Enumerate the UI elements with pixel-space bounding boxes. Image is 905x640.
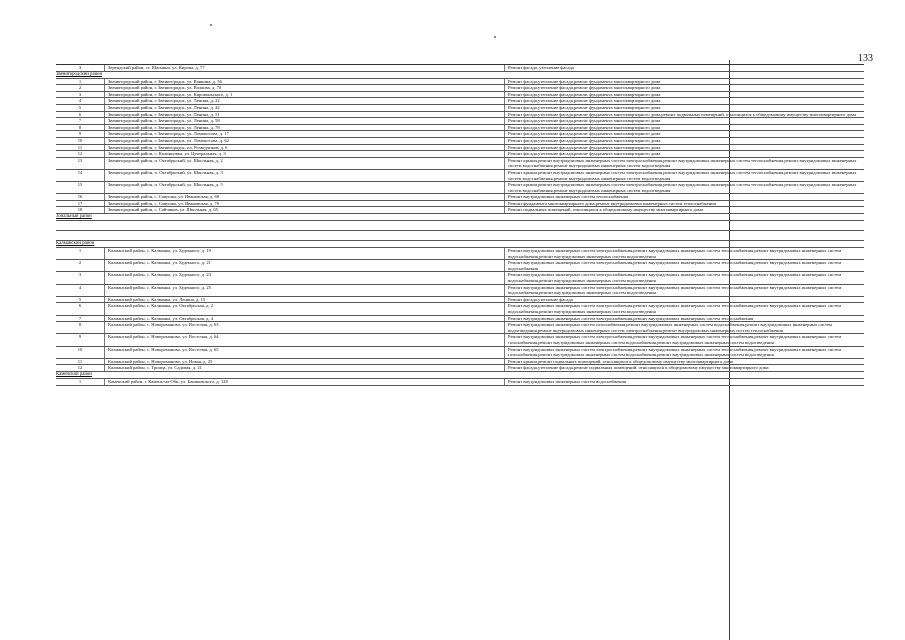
empty-row <box>56 221 864 231</box>
table-row <box>56 131 864 138</box>
row-address: Звенигородский район, п. Октябрьский, ул. Школьная, д. 2 <box>105 158 505 169</box>
row-address: Звенигородский район, г. Звенигородск, ул. Ленина, д. 58 <box>105 118 505 124</box>
row-number: 3 <box>56 272 105 283</box>
row-address: Калманский район, с. Калманка, ул. Буденного, д. 19 <box>105 248 505 259</box>
district-heading <box>56 372 864 379</box>
row-work: Ремонт фасада,утепление фасада,ремонт фундамента многоквартирного дома,ремонт подвальных помещений, относящихся к общедомовому имуществу многоквартирного дома <box>508 111 857 117</box>
row-work: Ремонт внутридомовых инженерных систем электроснабжения,ремонт внутридомовых инженерных систем теплоснабжения <box>508 315 754 321</box>
empty-row <box>56 231 864 241</box>
row-work: Ремонт фасада,утепление фасада,ремонт фундамента многоквартирного дома <box>508 104 661 110</box>
row-address: Звенигородский район, г. Звенигородск, пл. Розведчиков, д. 6 <box>105 145 505 151</box>
row-address: Звенигородский район, п. Октябрьский, ул. Школьная, д. 3 <box>105 170 505 181</box>
table-row <box>56 98 864 105</box>
row-address: Калманский район, с. Калманка, ул. Ленина, д. 15 <box>105 297 505 303</box>
page-number: 133 <box>858 53 873 64</box>
row-number: 11 <box>56 359 105 365</box>
row-number: 1 <box>56 379 105 385</box>
table-row <box>56 260 864 272</box>
scan-speck <box>494 36 496 38</box>
row-work: Ремонт фасада,утепление фасада,ремонт фундамента многоквартирного дома <box>508 85 661 91</box>
row-number: 9 <box>56 131 105 137</box>
row-address: Калманский район, с. Новоромановo, ул. Восточая, д. 65 <box>105 347 505 358</box>
table-row <box>56 322 864 334</box>
row-work: Ремонт внутридомовых инженерных систем электроснабжения,ремонт внутридомовых инженерных систем теплоснабжения,ремонт внутридомовых инженерных систем водоснабжения,ремонт внутридомовых инженерных систем водоотведения <box>508 272 842 284</box>
row-work: Ремонт фасада,утепление фасада <box>508 296 573 302</box>
table-row <box>56 151 864 158</box>
table-row <box>56 207 864 214</box>
table-row <box>56 194 864 201</box>
district-heading <box>56 241 864 248</box>
table-row <box>56 379 864 386</box>
row-work: Ремонт внутридомовых инженерных систем электроснабжения,ремонт внутридомовых инженерных систем теплоснабжения,ремонт внутридомовых инженерных систем водоснабжения,ремонт внутридомовых инженерных систем водоотведения <box>508 303 842 314</box>
row-address: Звенигородский район, с. Савушка, ул. Ивановская, д. 70 <box>105 201 505 207</box>
row-work: Ремонт внутридомовых инженерных систем электроснабжения,ремонт внутридомовых инженерных систем теплоснабжения,ремонт внутридомовых инженерных систем газоснабжения,ремонт внутридомовых инженерных систем водоснабжения,ремонт внутридомовых инженерных систем водоотведения <box>508 346 842 358</box>
row-address: Звенигородский район, г. Звенигородск, ул. Ленина, д. 42 <box>105 105 505 111</box>
row-address: Звенигородский район, г. Звенигородск, ул. Кировоньского, д. 1 <box>105 92 505 98</box>
row-number: 12 <box>56 151 105 157</box>
row-number: 7 <box>56 118 105 124</box>
row-number: 8 <box>56 125 105 131</box>
row-address: Звенигородский район, г. Звенигородск, ул. Волкова, д. 70 <box>105 85 505 91</box>
row-number: 6 <box>56 112 105 118</box>
row-work: Ремонт крыши,ремонт подвальных помещений, относящихся к общедомовому имуществу многоквартирного дома <box>508 358 733 364</box>
row-address: Звенигородский район, с. Савушка, ул. Ивановская, д. 68 <box>105 194 505 200</box>
row-address: Калманский район, с. Новоромановo, ул. Новая, д. 25 <box>105 359 505 365</box>
row-work: Ремонт фасада,утепление фасада,ремонт фундамента многоквартирного дома <box>508 91 661 97</box>
row-work: Ремонт фасада,утепление фасада,ремонт фундамента многоквартирного дома <box>508 78 661 84</box>
table-row <box>56 92 864 99</box>
table-row <box>56 359 864 366</box>
table-row <box>56 272 864 284</box>
row-number: 1 <box>56 79 105 85</box>
row-address: Звенигородский район, г. Звенигородск, ул. Ломоносова, д. 62 <box>105 138 505 144</box>
table-row <box>56 112 864 119</box>
district-title: Зональный район <box>56 214 92 220</box>
row-number: 4 <box>56 285 105 296</box>
row-number: 17 <box>56 201 105 207</box>
row-work: Ремонт внутридомовых инженерных систем водоснабжения <box>508 378 627 384</box>
row-number: 18 <box>56 207 105 213</box>
row-number: 7 <box>56 316 105 322</box>
row-number: 15 <box>56 182 105 193</box>
row-work: Ремонт внутридомовых инженерных систем электроснабжения,ремонт внутридомовых инженерных систем теплоснабжения,ремонт внутридомовых инженерных систем водоснабжения,ремонт внутридомовых инженерных систем водоотведения <box>508 248 842 259</box>
row-work: Ремонт фасада,утепление фасада,ремонт фундамента многоквартирного дома <box>508 137 661 143</box>
district-heading <box>56 72 864 79</box>
row-work: Ремонт фасада,утепление фасада,ремонт фундамента многоквартирного дома <box>508 98 661 104</box>
row-number: 5 <box>56 297 105 303</box>
row-address: Звенигородский район, с. Сайчиков, ул. Школьная, д. 65 <box>105 207 505 213</box>
row-address: Звенигородский район, г. Звенигородск, ул. Ленина, д. 78 <box>105 125 505 131</box>
row-number: 10 <box>56 138 105 144</box>
row-work: Ремонт фасада, утепление фасада <box>508 65 574 70</box>
row-work: Ремонт крыши,ремонт внутридомовых инженерных систем электроснабжения,ремонт внутридомовых инженерных систем теплоснабжения,ремонт внутридомовых инженерных систем водоснабжения,ремонт внутридомовых инженерных систем водоотведения <box>508 182 857 193</box>
row-number: 4 <box>56 98 105 104</box>
row-work: Ремонт внутридомовых инженерных систем теплоснабжения <box>508 194 629 200</box>
row-work: Ремонт фасада,утепление фасада,ремонт фундамента многоквартирного дома <box>508 144 661 150</box>
district-title: Звенигородский район <box>56 71 103 77</box>
row-number: 12 <box>56 365 105 371</box>
row-address: Звенигородский район, п. Октябрьский, ул. Школьная, д. 5 <box>105 182 505 193</box>
row-address: Звенигородский район, г. Звенигородск, ул. Ленина, д. 22 <box>105 98 505 104</box>
row-work: Ремонт фундамента многоквартирного дома,ремонт внутридомовых инженерных систем теплоснабжения <box>508 200 716 206</box>
row-number: 3 <box>56 92 105 98</box>
row-number: 3 <box>56 65 105 71</box>
row-number: 13 <box>56 158 105 169</box>
row-number: 10 <box>56 347 105 358</box>
table-row <box>56 79 864 86</box>
row-number: 1 <box>56 248 105 259</box>
table-row <box>56 303 864 315</box>
row-number: 2 <box>56 260 105 271</box>
row-address: Калманский район, с. Калманка, ул. Буденного, д. 23 <box>105 272 505 283</box>
district-title: Калманский район <box>56 241 95 247</box>
district-heading <box>56 214 864 221</box>
row-work: Ремонт фасада,утепление фасада,ремонт фундамента многоквартирного дома <box>508 131 661 137</box>
row-address: Звенигородский район, г. Звенигородск, ул. Ванкина, д. 56 <box>105 79 505 85</box>
row-number: 5 <box>56 105 105 111</box>
scan-speck <box>210 24 212 26</box>
row-number: 11 <box>56 145 105 151</box>
district-title: Каменский район <box>56 371 92 377</box>
row-address: Калманский район, с. Калманка, ул. Буденного, д. 25 <box>105 285 505 296</box>
repair-schedule-table <box>56 64 864 386</box>
row-address: Калманский район, с. Калманка, ул. Октябрьская, д. 4 <box>105 316 505 322</box>
row-address: Калманский район, с. Калманка, ул. Буденного, д. 21 <box>105 260 505 271</box>
row-address: Калманский район, с. Новоромановo, ул. Восточая, д. 64 <box>105 334 505 345</box>
table-row <box>56 125 864 132</box>
row-address: Калманский район, с. Новоромановo, ул. Восточая, д. 63 <box>105 322 505 333</box>
row-number: 9 <box>56 334 105 345</box>
row-work: Ремонт внутридомовых инженерных систем газоснабжения,ремонт внутридомовых инженерных систем водоснабжения,ремонт внутридомовых инженерных систем водоотведения,ремонт внутридомовых инженерных систем электроснабжения,ремонт внутридомовых инженерных систем теплоснабжения <box>508 322 832 333</box>
table-row <box>56 365 864 372</box>
table-row <box>56 138 864 145</box>
table-row <box>56 201 864 208</box>
row-number: 2 <box>56 85 105 91</box>
table-row <box>56 248 864 260</box>
table-row <box>56 118 864 125</box>
row-work: Ремонт внутридомовых инженерных систем электроснабжения,ремонт внутридомовых инженерных систем теплоснабжения,ремонт внутридомовых инженерных систем водоснабжения <box>508 260 842 271</box>
row-address: Каменский район, г. Камень-на-Оби, ул. Баниковского, д. 128 <box>105 379 505 385</box>
row-work: Ремонт крыши,ремонт внутридомовых инженерных систем электроснабжения,ремонт внутридомовых инженерных систем теплоснабжения,ремонт внутридомовых инженерных систем водоснабжения,ремонт внутридомовых инженерных систем водоотведения <box>508 169 857 181</box>
row-number: 16 <box>56 194 105 200</box>
row-address: Калманский район, с. Калманка, ул. Октябрьская, д. 2 <box>105 303 505 314</box>
row-work: Ремонт фасада,утепление фасада,ремонт фундамента многоквартирного дома <box>508 118 661 124</box>
table-row <box>56 85 864 92</box>
row-work: Ремонт подвальных помещений, относящихся к общедомовому имуществу многоквартирного дома <box>508 207 703 213</box>
row-work: Ремонт крыши,ремонт внутридомовых инженерных систем электроснабжения,ремонт внутридомовых инженерных систем теплоснабжения,ремонт внутридомовых инженерных систем водоснабжения,ремонт внутридомовых инженерных систем водоотведения <box>508 157 857 169</box>
table-row <box>56 65 864 72</box>
table-row <box>56 145 864 152</box>
row-number: 14 <box>56 170 105 181</box>
row-number: 8 <box>56 322 105 333</box>
table-row <box>56 105 864 112</box>
row-address: Звенигородский район, с. Калинцовка, ул. Центральная, д. 3 <box>105 151 505 157</box>
row-address: Зерендский район, ст. Шагнино, ул. Кирова, д. 77 <box>105 65 505 71</box>
row-address: Звенигородский район, г. Звенигородск, ул. Ленина, д. 51 <box>105 112 505 118</box>
table-row <box>56 347 864 359</box>
table-row <box>56 182 864 194</box>
table-row <box>56 334 864 346</box>
table-row <box>56 297 864 304</box>
table-row <box>56 158 864 170</box>
row-address: Звенигородский район, г. Звенигородск, ул. Ломоносова, д. 17 <box>105 131 505 137</box>
row-work: Ремонт фасада,утепление фасада,ремонт подвальных помещений, относящихся к общедомовому имуществу многоквартирного дома <box>508 365 769 371</box>
table-row <box>56 170 864 182</box>
row-address: Калманский район, с. Троица, ул. Садовая, д. 21 <box>105 365 505 371</box>
row-number: 6 <box>56 303 105 314</box>
table-row <box>56 316 864 323</box>
row-work: Ремонт фасада,утепление фасада,ремонт фундамента многоквартирного дома <box>508 151 661 157</box>
row-work: Ремонт фасада,утепление фасада,ремонт фундамента многоквартирного дома <box>508 124 661 130</box>
row-work: Ремонт внутридомовых инженерных систем электроснабжения,ремонт внутридомовых инженерных систем теплоснабжения,ремонт внутридомовых инженерных систем газоснабжения,ремонт внутридомовых инженерных систем водоснабжения,ремонт внутридомовых инженерных систем водоотведения <box>508 334 842 345</box>
table-row <box>56 285 864 297</box>
row-work: Ремонт внутридомовых инженерных систем электроснабжения,ремонт внутридомовых инженерных систем теплоснабжения,ремонт внутридомовых инженерных систем водоснабжения,ремонт внутридомовых инженерных систем водоотведения <box>508 284 842 296</box>
